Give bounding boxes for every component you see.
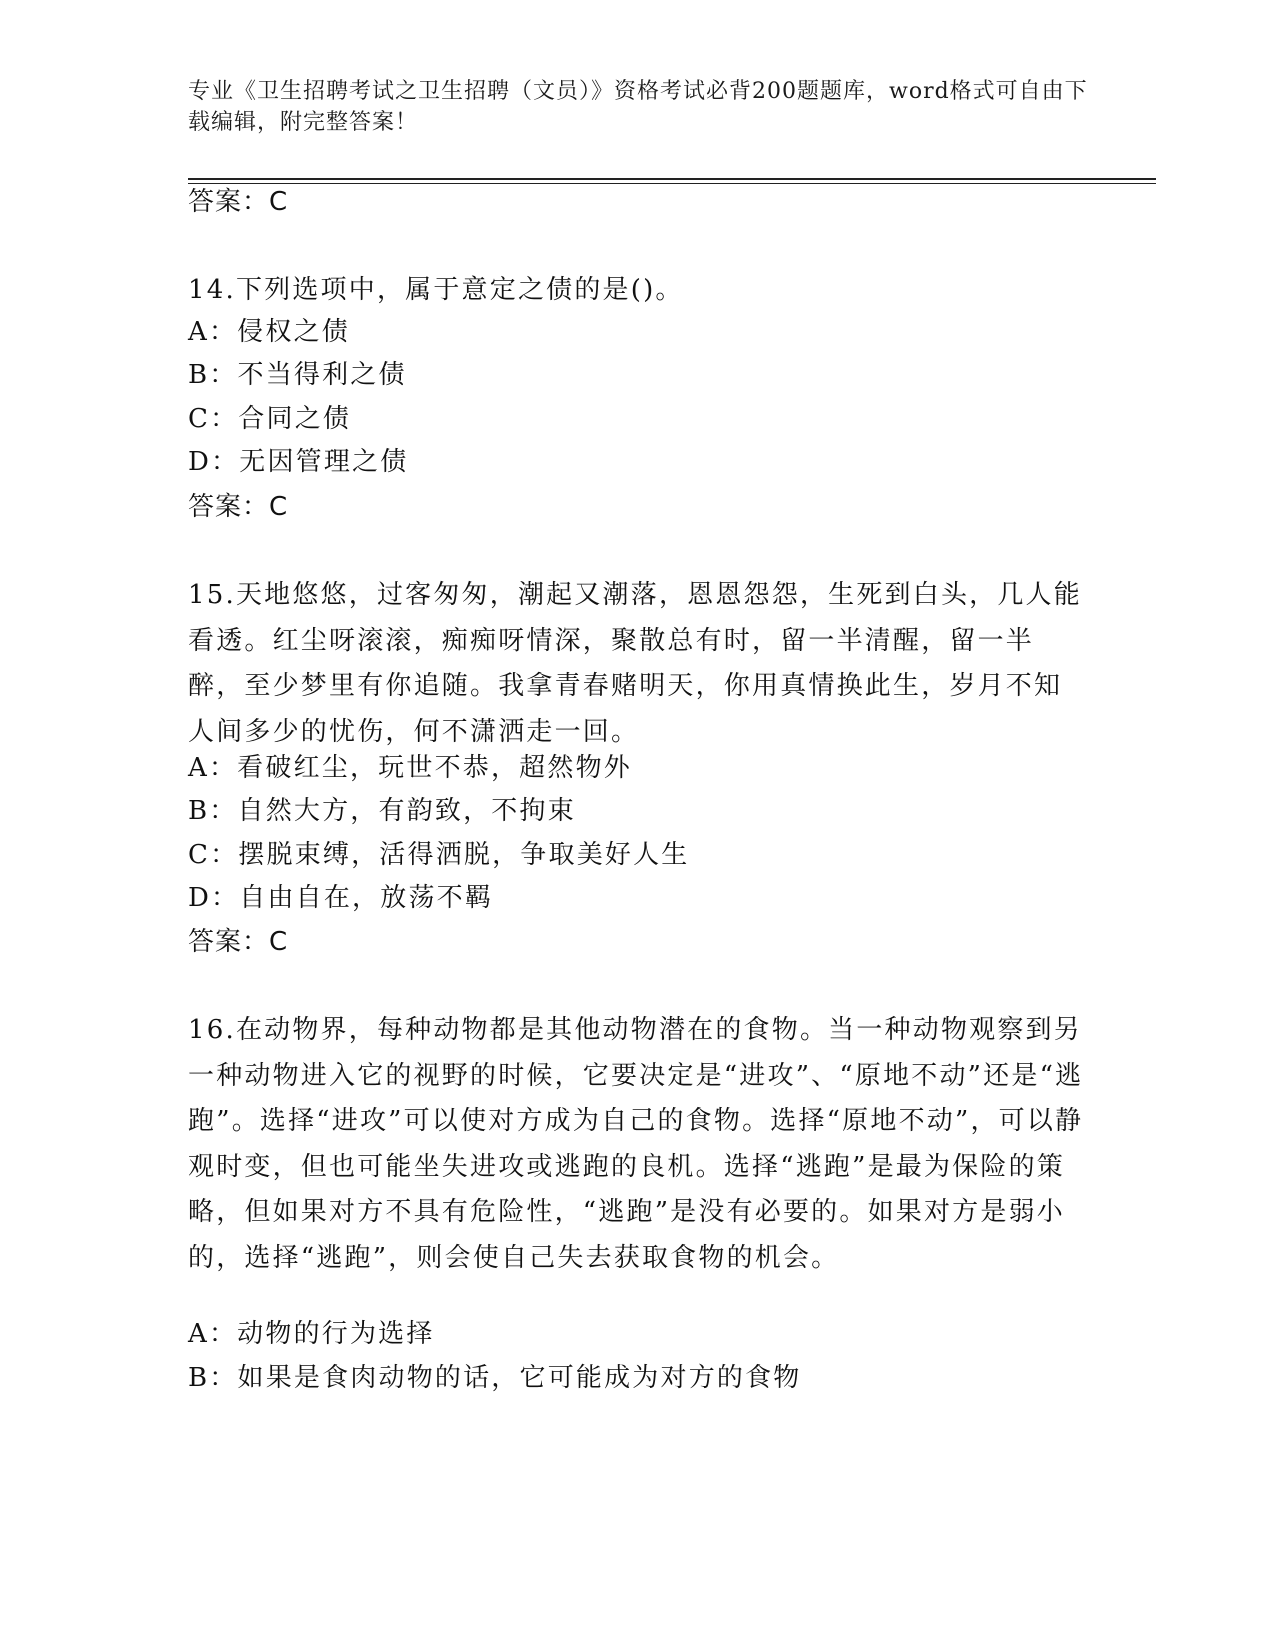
question-16-option-b: B：如果是食肉动物的话，它可能成为对方的食物 [188, 1363, 802, 1393]
question-14-option-b: B：不当得利之债 [188, 360, 407, 390]
question-15-answer: 答案：C [188, 927, 289, 957]
header-rule-thin [188, 183, 1156, 184]
question-15-text: 15.天地悠悠，过客匆匆，潮起又潮落，恩恩怨怨，生死到白头，几人能看透。红尘呀滚滚，痴痴呀情深，聚散总有时，留一半清醒，留一半醉，至少梦里有你追随。我拿青春赌明天，你用真情换此生，岁月不知人间多少的忧伤，何不潇洒走一回。 [188, 580, 1082, 747]
question-16-text: 16.在动物界，每种动物都是其他动物潜在的食物。当一种动物观察到另一种动物进入它的视野的时候，它要决定是“进攻”、“原地不动”还是“逃跑”。选择“进攻”可以使对方成为自己的食物。选择“原地不动”，可以静观时变，但也可能坐失进攻或逃跑的良机。选择“逃跑”是最为保险的策略，但如果对方不具有危险性，“逃跑”是没有必要的。如果对方是弱小的，选择“逃跑”，则会使自己失去获取食物的机会。 [188, 1015, 1084, 1273]
question-16-option-a: A：动物的行为选择 [188, 1319, 435, 1349]
page-header-text: 专业《卫生招聘考试之卫生招聘（文员）》资格考试必背200题题库，word格式可自由下载编辑，附完整答案！ [188, 79, 1088, 135]
question-14-option-a: A：侵权之债 [188, 317, 350, 347]
answer-label: 答案：C [188, 187, 289, 217]
question-15-option-a: A：看破红尘，玩世不恭，超然物外 [188, 753, 632, 783]
header-rule-thick [188, 178, 1156, 180]
question-15-option-c: C：摆脱束缚，活得洒脱，争取美好人生 [188, 840, 690, 870]
question-14-option-c: C：合同之债 [188, 404, 352, 434]
question-14-answer: 答案：C [188, 492, 289, 522]
question-15-option-b: B：自然大方，有韵致，不拘束 [188, 796, 576, 826]
question-14-text: 14.下列选项中，属于意定之债的是()。 [188, 275, 684, 305]
question-14-option-d: D：无因管理之债 [188, 447, 409, 477]
question-15-option-d: D：自由自在，放荡不羁 [188, 883, 494, 913]
